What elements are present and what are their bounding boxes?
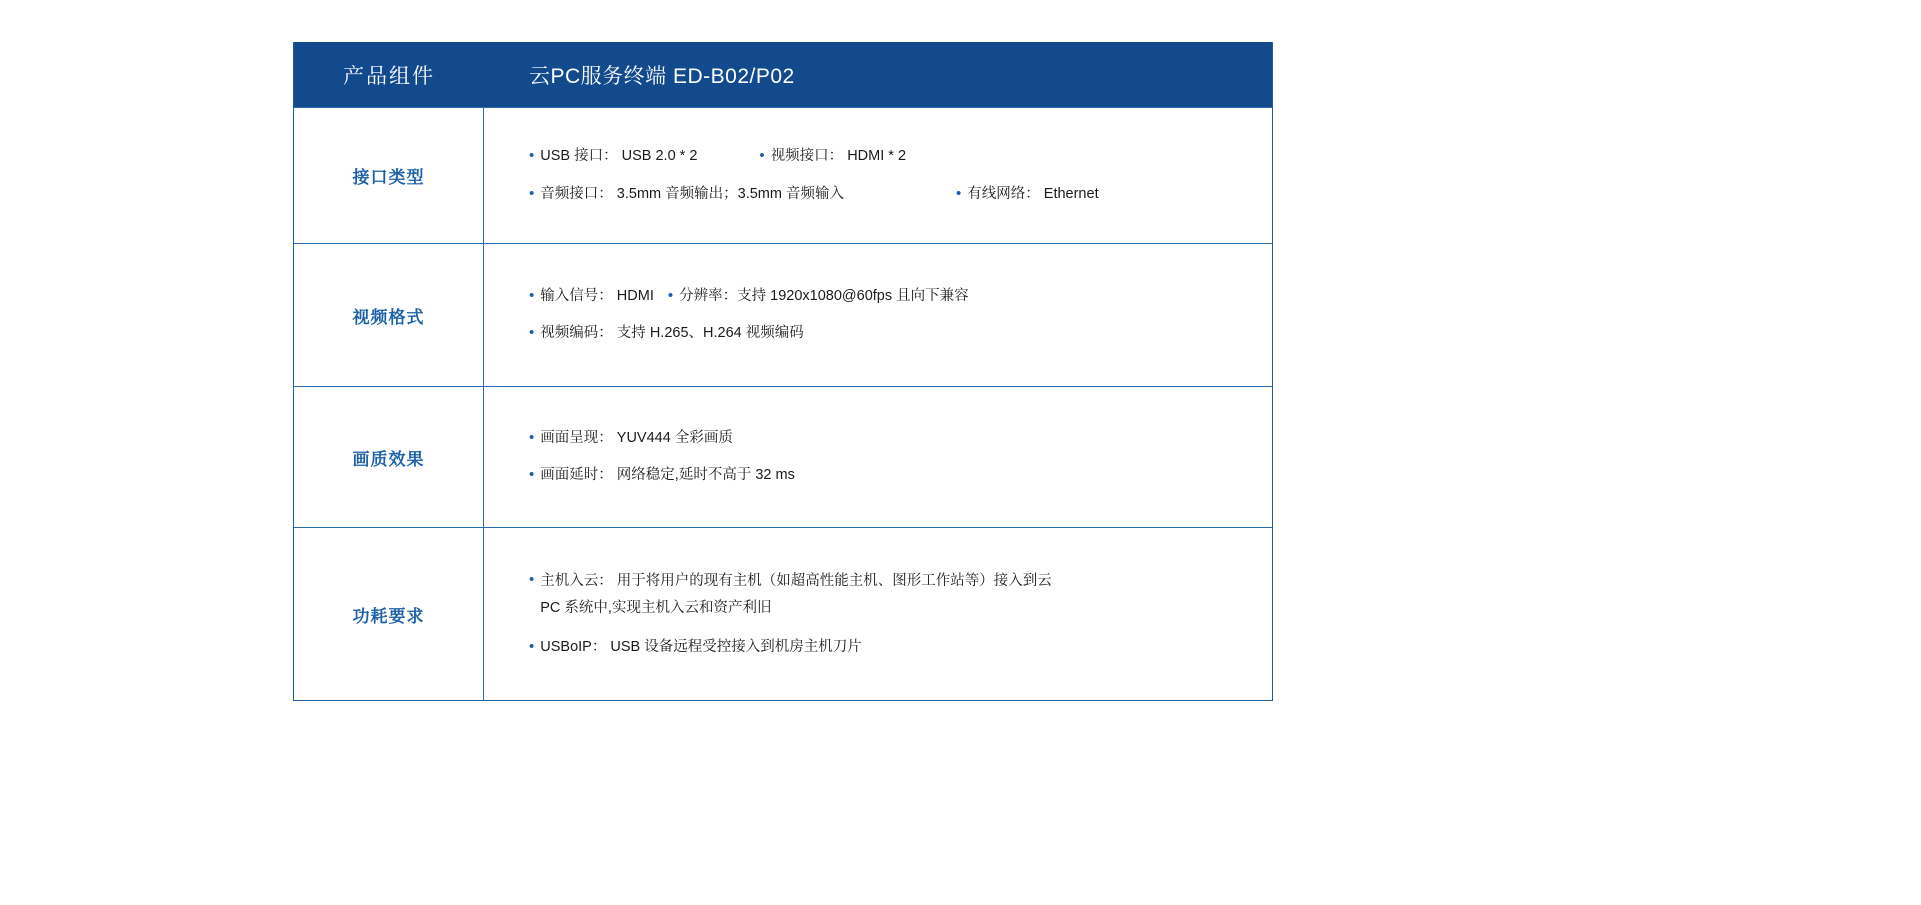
bullet-line	[529, 635, 1252, 660]
bullet-dot-icon: •	[529, 324, 535, 341]
list-item	[529, 144, 697, 169]
row-label: 功耗要求	[294, 528, 484, 700]
bullet-dot-icon: •	[529, 184, 535, 202]
bullet-dot-icon: •	[529, 428, 535, 446]
bullet-line	[529, 182, 1252, 207]
bullet-line	[529, 144, 1252, 169]
row-body	[484, 244, 1272, 386]
bullet-line	[529, 426, 1252, 451]
table-row	[294, 386, 1272, 527]
list-item	[529, 426, 733, 451]
row-label: 画质效果	[294, 387, 484, 527]
bullet-line	[529, 284, 1252, 309]
list-item	[529, 568, 1060, 623]
list-item	[759, 144, 906, 169]
row-label: 接口类型	[294, 108, 484, 243]
table-row	[294, 527, 1272, 700]
table-header	[294, 42, 1272, 107]
list-item-label: 音频接口： 3.5mm 音频输出；3.5mm 音频输入	[540, 185, 844, 202]
list-item-label: 画面呈现： YUV444 全彩画质	[540, 429, 733, 446]
bullet-line	[529, 568, 1252, 623]
table-row	[294, 243, 1272, 386]
table-row	[294, 107, 1272, 243]
header-product-label: 云PC服务终端 ED-B02/P02	[529, 64, 795, 88]
list-item-label: 输入信号： HDMI	[540, 287, 654, 304]
list-item	[529, 321, 804, 346]
list-item	[529, 182, 844, 207]
list-item	[529, 284, 654, 309]
list-item-label: 视频编码： 支持 H.265、H.264 视频编码	[540, 325, 804, 341]
row-body	[484, 528, 1272, 700]
list-item-label: USBoIP： USB 设备远程受控接入到机房主机刀片	[540, 638, 862, 655]
bullet-dot-icon: •	[667, 286, 674, 304]
list-item-label: 画面延时： 网络稳定,延时不高于 32 ms	[540, 467, 795, 483]
bullet-dot-icon: •	[529, 466, 535, 483]
bullet-dot-icon: •	[529, 570, 535, 588]
list-item-label: 有线网络： Ethernet	[967, 185, 1099, 202]
list-item-label: 分辨率：支持 1920x1080@60fps 且向下兼容	[679, 287, 969, 304]
list-item	[668, 284, 969, 309]
row-body	[484, 387, 1272, 527]
list-item	[956, 182, 1099, 207]
list-item	[529, 463, 795, 488]
spec-table	[293, 42, 1273, 701]
list-item-label: USB 接口： USB 2.0 * 2	[540, 148, 698, 165]
bullet-dot-icon: •	[529, 147, 535, 165]
list-item	[529, 635, 862, 660]
list-item-label: 视频接口： HDMI * 2	[770, 148, 907, 165]
bullet-dot-icon: •	[955, 184, 962, 202]
row-body	[484, 108, 1272, 243]
bullet-line	[529, 463, 1252, 488]
bullet-line	[529, 321, 1252, 346]
header-component-label: 产品组件	[343, 64, 435, 88]
row-label: 视频格式	[294, 244, 484, 386]
list-item-label: 主机入云： 用于将用户的现有主机（如超高性能主机、图形工作站等）接入到云 PC 系统中,实现主机入云和资产利旧	[540, 572, 1052, 617]
bullet-dot-icon: •	[529, 637, 535, 655]
bullet-dot-icon: •	[529, 286, 535, 304]
bullet-dot-icon: •	[759, 147, 765, 165]
